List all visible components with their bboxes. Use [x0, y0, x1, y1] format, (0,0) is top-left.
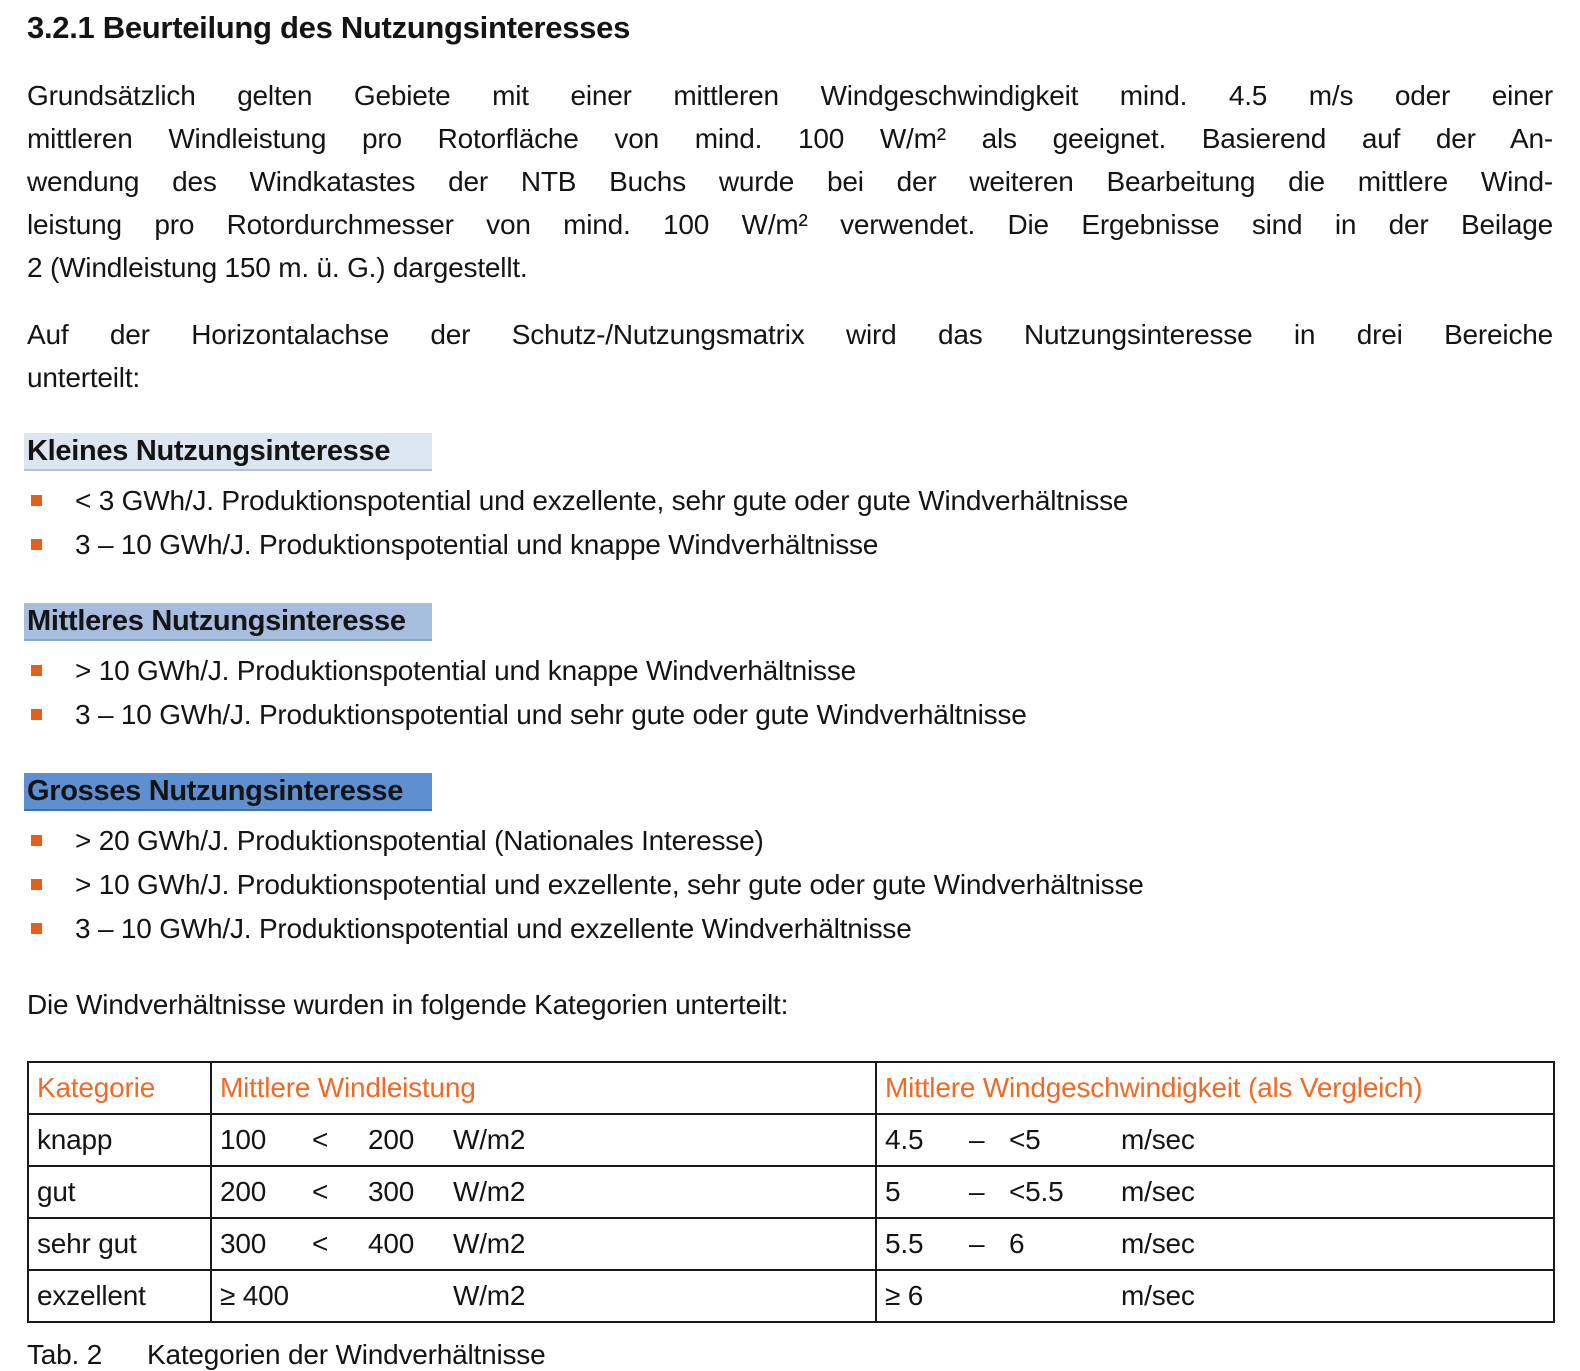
table-cell-kategorie: knapp: [28, 1114, 211, 1166]
value: 300: [368, 1176, 415, 1207]
value: 400: [368, 1228, 415, 1259]
square-bullet-icon: [31, 495, 42, 506]
table-cell-leistung: [211, 1218, 876, 1270]
table-cell-leistung: [211, 1166, 876, 1218]
operator: –: [969, 1176, 985, 1207]
section-heading: 3.2.1 Beurteilung des Nutzungsinteresses: [27, 10, 631, 45]
bullet-text: > 20 GWh/J. Produktionspotential (Nationales Interesse): [75, 825, 764, 856]
operator: <: [312, 1176, 329, 1207]
list-item: [27, 649, 1553, 693]
table-cell-kategorie: exzellent: [28, 1270, 211, 1322]
caption-label: Tab. 2: [27, 1339, 103, 1370]
table-header-row: [28, 1062, 1554, 1114]
table-caption: [27, 1339, 1553, 1371]
unit: W/m2: [453, 1176, 526, 1207]
square-bullet-icon: [31, 835, 42, 846]
value: ≥ 400: [220, 1280, 289, 1311]
wind-categories-table: [27, 1061, 1555, 1323]
unit: m/sec: [1121, 1124, 1195, 1155]
text-line: mittleren Windleistung pro Rotorfläche von mind. 100 W/m² als geeignet. Basierend auf der An-: [27, 123, 1553, 154]
table-cell-windgeschwindigkeit: [876, 1218, 1554, 1270]
table-cell-leistung: [211, 1270, 876, 1322]
unit: m/sec: [1121, 1176, 1195, 1207]
list-item: [27, 693, 1553, 737]
unit: W/m2: [453, 1280, 526, 1311]
text-line: leistung pro Rotordurchmesser von mind. 100 W/m² verwendet. Die Ergebnisse sind in der Beilage: [27, 209, 1553, 240]
square-bullet-icon: [31, 709, 42, 720]
list-item: [27, 479, 1553, 523]
bullet-text: 3 – 10 GWh/J. Produktionspotential und sehr gute oder gute Windverhältnisse: [75, 699, 1027, 730]
table-row: [28, 1114, 1554, 1166]
unit: W/m2: [453, 1228, 526, 1259]
value: <5: [1009, 1124, 1041, 1155]
paragraph-matrix: [27, 313, 1553, 399]
table-row: [28, 1218, 1554, 1270]
unit: m/sec: [1121, 1280, 1195, 1311]
list-item: [27, 907, 1553, 951]
bullet-text: > 10 GWh/J. Produktionspotential und knappe Windverhältnisse: [75, 655, 857, 686]
list-item: [27, 819, 1553, 863]
square-bullet-icon: [31, 665, 42, 676]
value: ≥ 6: [885, 1280, 924, 1311]
text-line: Auf der Horizontalachse der Schutz-/Nutzungsmatrix wird das Nutzungsinteresse in drei Bereiche: [27, 319, 1553, 350]
paragraph-categories-intro: Die Windverhältnisse wurden in folgende Kategorien unterteilt:: [27, 989, 789, 1020]
table-cell-kategorie: gut: [28, 1166, 211, 1218]
bullet-list-grosses: [27, 819, 1553, 951]
square-bullet-icon: [31, 539, 42, 550]
bullet-list-mittleres: [27, 649, 1553, 737]
table-cell-windgeschwindigkeit: [876, 1166, 1554, 1218]
table-header-windleistung: Mittlere Windleistung: [211, 1062, 876, 1114]
caption-text: Kategorien der Windverhältnisse: [147, 1339, 546, 1370]
table-row: [28, 1166, 1554, 1218]
highlight-title-grosses-nutzungsinteresse: Grosses Nutzungsinteresse: [24, 773, 432, 811]
table-header-kategorie: Kategorie: [28, 1062, 211, 1114]
value: 4.5: [885, 1124, 924, 1155]
operator: –: [969, 1228, 985, 1259]
list-item: [27, 863, 1553, 907]
text-line: Grundsätzlich gelten Gebiete mit einer mittleren Windgeschwindigkeit mind. 4.5 m/s oder einer: [27, 80, 1553, 111]
table-cell-windgeschwindigkeit: [876, 1114, 1554, 1166]
list-item: [27, 523, 1553, 567]
value: 6: [1009, 1228, 1025, 1259]
paragraph-intro: [27, 74, 1553, 289]
value: 5.5: [885, 1228, 924, 1259]
unit: W/m2: [453, 1124, 526, 1155]
bullet-text: 3 – 10 GWh/J. Produktionspotential und exzellente Windverhältnisse: [75, 913, 912, 944]
text-line: wendung des Windkatastes der NTB Buchs wurde bei der weiteren Bearbeitung die mittlere Wind-: [27, 166, 1553, 197]
unit: m/sec: [1121, 1228, 1195, 1259]
table-cell-leistung: [211, 1114, 876, 1166]
table-cell-windgeschwindigkeit: [876, 1270, 1554, 1322]
table-row: [28, 1270, 1554, 1322]
table-cell-kategorie: sehr gut: [28, 1218, 211, 1270]
operator: <: [312, 1228, 329, 1259]
square-bullet-icon: [31, 879, 42, 890]
value: 100: [220, 1124, 267, 1155]
text-line: 2 (Windleistung 150 m. ü. G.) dargestellt.: [27, 252, 528, 283]
bullet-list-kleines: [27, 479, 1553, 567]
square-bullet-icon: [31, 923, 42, 934]
table-header-windgeschwindigkeit: Mittlere Windgeschwindigkeit (als Vergleich): [876, 1062, 1554, 1114]
value: <5.5: [1009, 1176, 1064, 1207]
operator: <: [312, 1124, 329, 1155]
highlight-title-kleines-nutzungsinteresse: Kleines Nutzungsinteresse: [24, 433, 432, 471]
value: 300: [220, 1228, 267, 1259]
value: 200: [220, 1176, 267, 1207]
bullet-text: 3 – 10 GWh/J. Produktionspotential und knappe Windverhältnisse: [75, 529, 879, 560]
bullet-text: < 3 GWh/J. Produktionspotential und exzellente, sehr gute oder gute Windverhältnisse: [75, 485, 1129, 516]
bullet-text: > 10 GWh/J. Produktionspotential und exzellente, sehr gute oder gute Windverhältnisse: [75, 869, 1144, 900]
highlight-title-mittleres-nutzungsinteresse: Mittleres Nutzungsinteresse: [24, 603, 432, 641]
value: 200: [368, 1124, 415, 1155]
operator: –: [969, 1124, 985, 1155]
text-line: unterteilt:: [27, 362, 140, 393]
value: 5: [885, 1176, 901, 1207]
